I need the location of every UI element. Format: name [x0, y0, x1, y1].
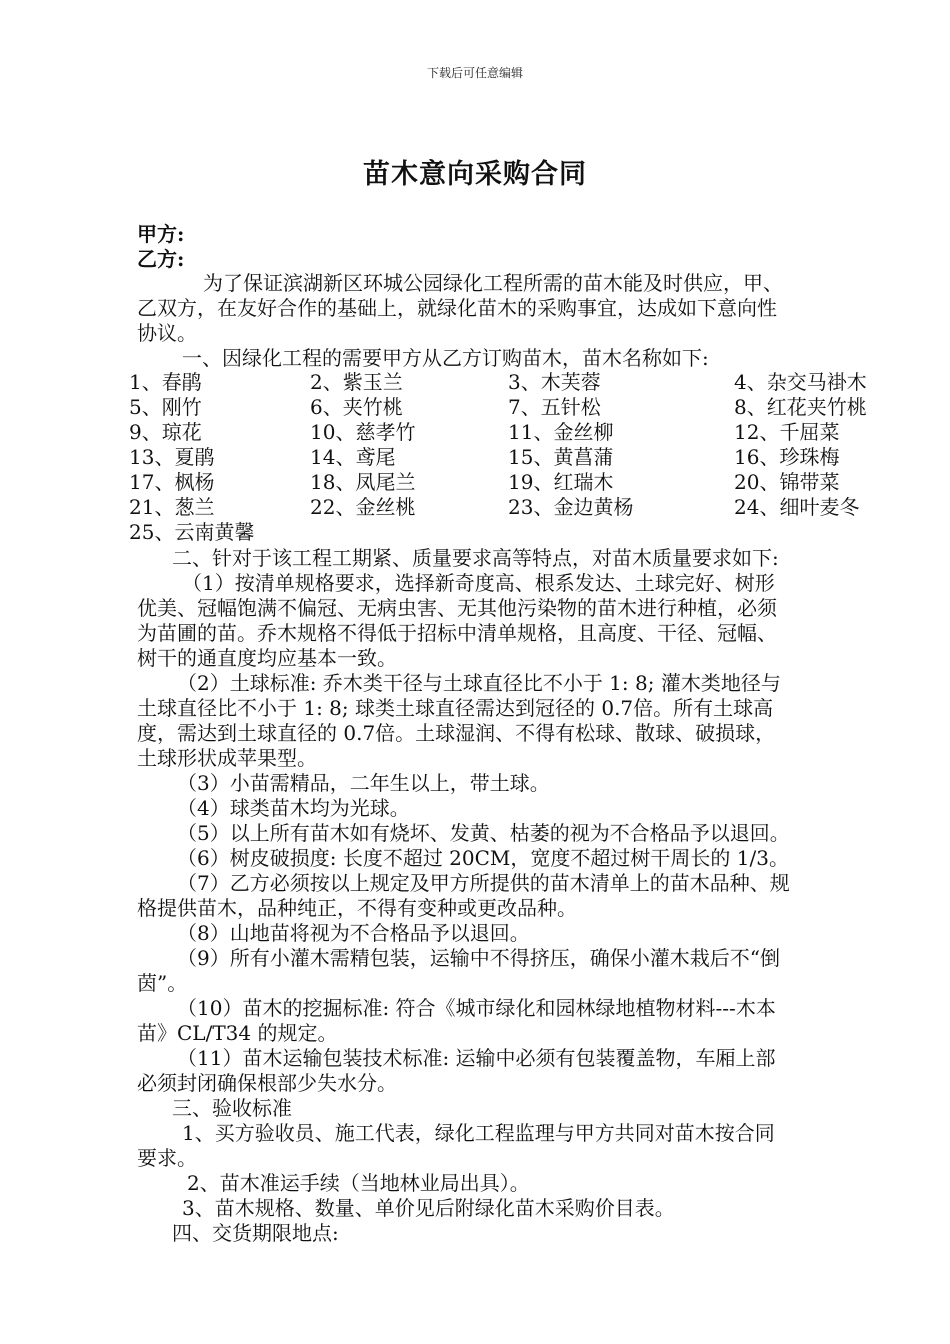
- plant-item: 23、金边黄杨: [508, 495, 634, 519]
- document-title: 苗木意向采购合同: [363, 159, 587, 190]
- requirement-7-line: （7）乙方必须按以上规定及甲方所提供的苗木清单上的苗木品种、规: [177, 871, 790, 895]
- plant-item: 10、慈孝竹: [310, 420, 416, 444]
- plant-item: 18、凤尾兰: [310, 470, 416, 494]
- requirement-10-line: （10）苗木的挖掘标准: 符合《城市绿化和园林绿地植物材料---木本: [177, 996, 776, 1020]
- acceptance-2: 2、苗木准运手续（当地林业局出具）。: [187, 1171, 530, 1195]
- requirement-9-line: 茵”。: [137, 971, 188, 995]
- header-note: 下载后可任意编辑: [426, 66, 523, 80]
- requirement-2-line: （2）土球标准: 乔木类干径与土球直径比不小于 1: 8; 灌木类地径与: [177, 671, 781, 695]
- plant-item: 17、枫杨: [129, 470, 215, 494]
- requirement-9-line: （9）所有小灌木需精包装，运输中不得挤压，确保小灌木栽后不“倒: [177, 946, 780, 970]
- section-4-title: 四、交货期限地点:: [172, 1221, 339, 1245]
- requirement-2-line: 度，需达到土球直径的 0.7倍。土球湿润、不得有松球、散球、破损球，: [137, 721, 776, 745]
- plant-item: 13、夏鹃: [129, 445, 215, 469]
- plant-item: 1、春鹃: [129, 370, 202, 394]
- plant-item: 19、红瑞木: [508, 470, 614, 494]
- plant-row: [129, 520, 889, 545]
- requirement-1-line: 树干的通直度均应基本一致。: [137, 646, 397, 670]
- requirement-4: （4）球类苗木均为光球。: [177, 796, 410, 820]
- party-a-label: 甲方:: [137, 222, 185, 246]
- plant-row: [129, 395, 889, 420]
- requirement-10-line: 苗》CL/T34 的规定。: [137, 1021, 338, 1045]
- requirement-11-line: 必须封闭确保根部少失水分。: [137, 1071, 397, 1095]
- plant-item: 4、杂交马褂木: [734, 370, 867, 394]
- requirement-2-line: 土球形状成苹果型。: [137, 746, 317, 770]
- plant-item: 6、夹竹桃: [310, 395, 403, 419]
- plant-item: 16、珍珠梅: [734, 445, 840, 469]
- plant-item: 20、锦带菜: [734, 470, 840, 494]
- plant-item: 15、黄菖蒲: [508, 445, 614, 469]
- requirement-2-line: 土球直径比不小于 1: 8; 球类土球直径需达到冠径的 0.7倍。所有土球高: [137, 696, 774, 720]
- requirement-5: （5）以上所有苗木如有烧坏、发黄、枯萎的视为不合格品予以退回。: [177, 821, 790, 845]
- party-b-label: 乙方:: [137, 247, 185, 271]
- acceptance-1-line: 要求。: [137, 1146, 197, 1170]
- plant-item: 11、金丝柳: [508, 420, 614, 444]
- section-1-title: 一、因绿化工程的需要甲方从乙方订购苗木，苗木名称如下:: [182, 346, 709, 370]
- plant-item: 2、紫玉兰: [310, 370, 403, 394]
- plant-item: 21、葱兰: [129, 495, 215, 519]
- acceptance-3: 3、苗木规格、数量、单价见后附绿化苗木采购价目表。: [182, 1196, 675, 1220]
- plant-list: [129, 370, 889, 545]
- requirement-1-line: 优美、冠幅饱满不偏冠、无病虫害、无其他污染物的苗木进行种植，必须: [137, 596, 777, 620]
- plant-item: 14、鸢尾: [310, 445, 396, 469]
- plant-item: 22、金丝桃: [310, 495, 416, 519]
- requirement-7-line: 格提供苗木，品种纯正，不得有变种或更改品种。: [137, 896, 577, 920]
- requirement-8: （8）山地苗将视为不合格品予以退回。: [177, 921, 530, 945]
- section-3-title: 三、验收标准: [172, 1096, 292, 1120]
- plant-row: [129, 420, 889, 445]
- plant-row: [129, 445, 889, 470]
- intro-line: 乙双方，在友好合作的基础上，就绿化苗木的采购事宜，达成如下意向性: [137, 296, 777, 320]
- acceptance-1-line: 1、买方验收员、施工代表，绿化工程监理与甲方共同对苗木按合同: [182, 1121, 775, 1145]
- intro-line: 为了保证滨湖新区环城公园绿化工程所需的苗木能及时供应，甲、: [203, 271, 783, 295]
- requirement-1-line: （1）按清单规格要求，选择新奇度高、根系发达、土球完好、树形: [182, 571, 775, 595]
- plant-row: [129, 470, 889, 495]
- plant-item: 5、刚竹: [129, 395, 202, 419]
- section-2-title: 二、针对于该工程工期紧、质量要求高等特点，对苗木质量要求如下:: [172, 546, 779, 570]
- plant-item: 24、细叶麦冬: [734, 495, 860, 519]
- requirement-1-line: 为苗圃的苗。乔木规格不得低于招标中清单规格，且高度、干径、冠幅、: [137, 621, 777, 645]
- plant-item: 25、云南黄馨: [129, 520, 255, 544]
- requirement-3: （3）小苗需精品，二年生以上，带土球。: [177, 771, 550, 795]
- plant-item: 12、千屈菜: [734, 420, 840, 444]
- plant-item: 9、琼花: [129, 420, 202, 444]
- requirement-11-line: （11）苗木运输包装技术标准: 运输中必须有包装覆盖物，车厢上部: [177, 1046, 776, 1070]
- plant-item: 3、木芙蓉: [508, 370, 601, 394]
- plant-item: 7、五针松: [508, 395, 601, 419]
- plant-row: [129, 495, 889, 520]
- intro-line: 协议。: [137, 321, 197, 345]
- plant-row: [129, 370, 889, 395]
- plant-item: 8、红花夹竹桃: [734, 395, 867, 419]
- requirement-6: （6）树皮破损度: 长度不超过 20CM，宽度不超过树干周长的 1/3。: [177, 846, 789, 870]
